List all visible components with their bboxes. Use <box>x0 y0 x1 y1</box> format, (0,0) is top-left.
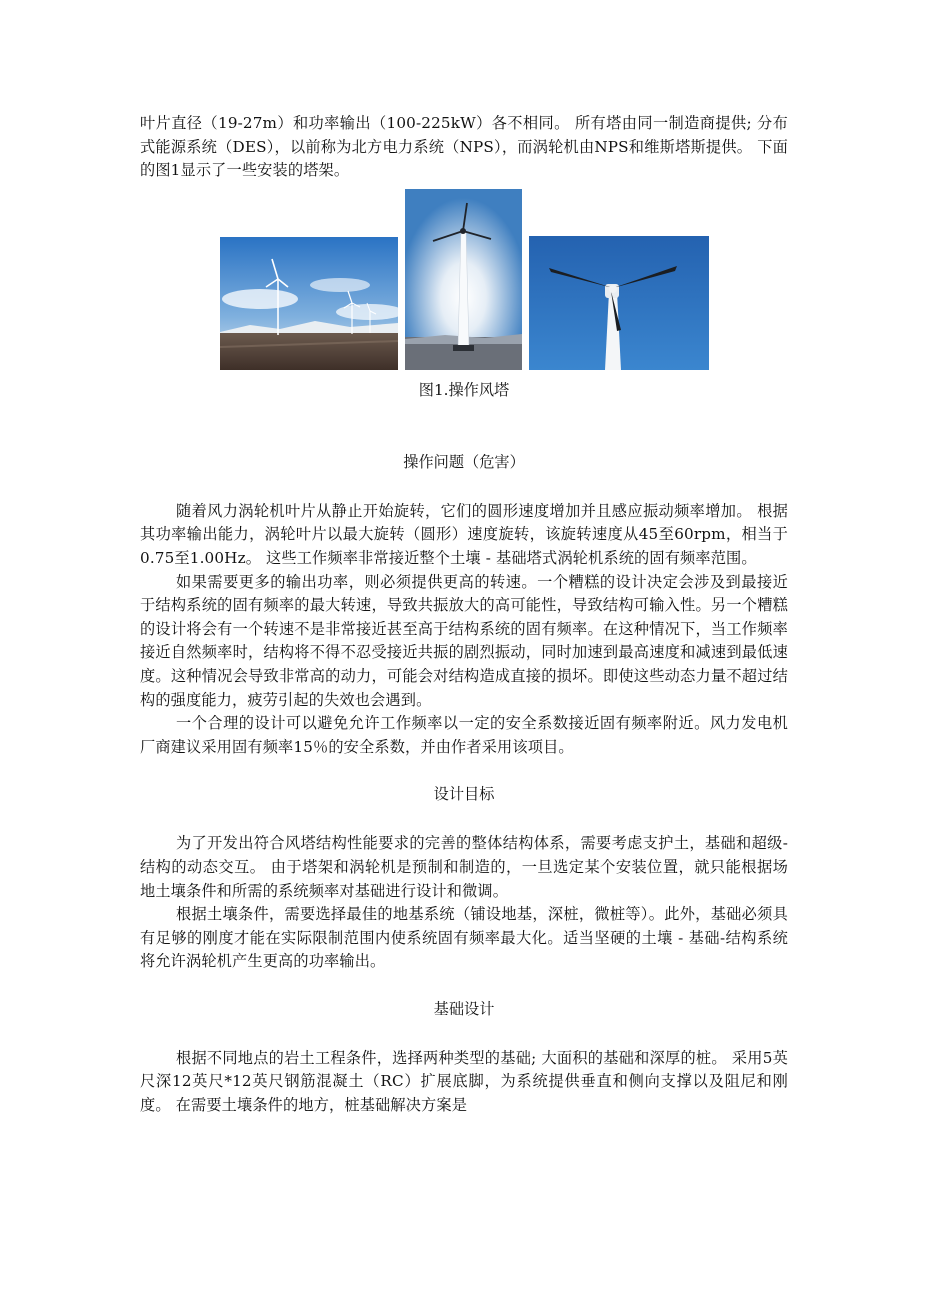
photo-tower-sun <box>405 189 522 370</box>
paragraph-operation-2: 如果需要更多的输出功率，则必须提供更高的转速。一个糟糕的设计决定会涉及到最接近于结构系统的固有频率的最大转速，导致共振放大的高可能性，导致结构可输入性。另一个糟糕的设计将会有一个转速不是非常接近甚至高于结构系统的固有频率。在这种情况下，当工作频率接近自然频率时，结构将不得不忍受接近共振的剧烈振动，同时加速到最高速度和减速到最低速度。这种情况会导致非常高的动力，可能会对结构造成直接的损坏。即使这些动态力量不超过结构的强度能力，疲劳引起的失效也会遇到。 <box>140 572 788 709</box>
paragraph-operation-3: 一个合理的设计可以避免允许工作频率以一定的安全系数接近固有频率附近。风力发电机厂商建议采用固有频率15％的安全系数，并由作者采用该项目。 <box>140 714 788 756</box>
photo-turbine-closeup <box>529 236 709 370</box>
paragraph-foundation-1: 根据不同地点的岩土工程条件，选择两种类型的基础; 大面积的基础和深厚的桩。 采用5英尺深12英尺*12英尺钢筋混凝土（RC）扩展底脚，为系统提供垂直和侧向支撑以及阻尼和刚度。 在需要土壤条件的地方，桩基础解决方案是 <box>140 1048 788 1115</box>
paragraph-design-2: 根据土壤条件，需要选择最佳的地基系统（铺设地基，深桩，微桩等）。此外，基础必须具有足够的刚度才能在实际限制范围内使系统固有频率最大化。适当坚硬的土壤 - 基础-结构系统将允许涡轮机产生更高的功率输出。 <box>140 905 788 971</box>
paragraph-operation-1: 随着风力涡轮机叶片从静止开始旋转，它们的圆形速度增加并且感应振动频率增加。 根据其功率输出能力，涡轮叶片以最大旋转（圆形）速度旋转，该旋转速度从45至60rpm，相当于0.75至1.00Hz。 这些工作频率非常接近整个土壤 - 基础塔式涡轮机系统的固有频率范围。 <box>140 501 788 567</box>
section-heading-foundation-design: 基础设计 <box>433 999 495 1018</box>
document-page <box>140 112 788 1118</box>
paragraph-design-1: 为了开发出符合风塔结构性能要求的完善的整体结构体系，需要考虑支护土，基础和超级-结构的动态交互。 由于塔架和涡轮机是预制和制造的，一旦选定某个安装位置，就只能根据场地土壤条件和所需的系统频率对基础进行设计和微调。 <box>140 834 788 900</box>
photo-wind-farm <box>220 237 398 370</box>
figure-caption: 图1.操作风塔 <box>418 380 510 399</box>
section-heading-design-goals: 设计目标 <box>433 785 495 804</box>
section-heading-operation-issues: 操作问题（危害） <box>403 452 525 471</box>
intro-paragraph: 叶片直径（19-27m）和功率输出（100-225kW）各不相同。 所有塔由同一制造商提供; 分布式能源系统（DES），以前称为北方电力系统（NPS），而涡轮机由NPS和维斯塔斯提供。 下面的图1显示了一些安装的塔架。 <box>140 114 788 180</box>
figure-wind-towers <box>140 189 788 370</box>
